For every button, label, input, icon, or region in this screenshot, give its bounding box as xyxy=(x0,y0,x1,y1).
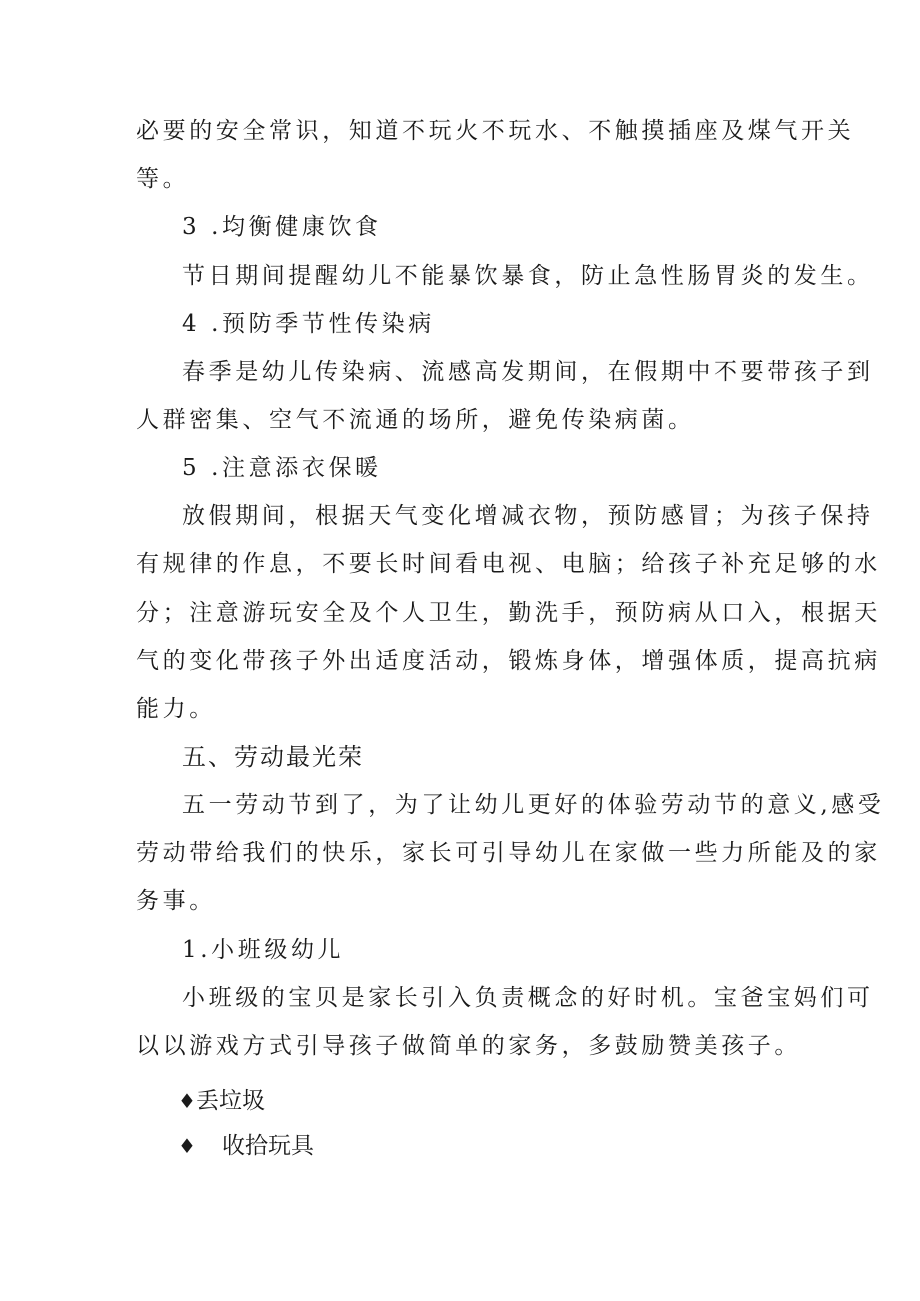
paragraph-line: 有规律的作息，不要长时间看电视、电脑；给孩子补充足够的水 xyxy=(136,551,881,577)
paragraph-line: 必要的安全常识，知道不玩火不玩水、不触摸插座及煤气开关 xyxy=(136,118,855,144)
paragraph-line: 劳动带给我们的快乐，家长可引导幼儿在家做一些力所能及的家 xyxy=(136,840,881,866)
paragraph-line: 等。 xyxy=(136,166,190,192)
paragraph-line: 分；注意游玩安全及个人卫生，勤洗手，预防病从口入，根据天 xyxy=(136,600,881,626)
list-item xyxy=(178,1086,265,1116)
paragraph-line: 以以游戏方式引导孩子做简单的家务，多鼓励赞美孩子。 xyxy=(136,1033,801,1059)
paragraph-line: 人群密集、空气不流通的场所，避免传染病菌。 xyxy=(136,407,695,433)
paragraph-line: 能力。 xyxy=(136,696,216,722)
paragraph-line: 放假期间，根据天气变化增减衣物，预防感冒；为孩子保持 xyxy=(182,503,874,529)
subheading-4: 4 .预防季节性传染病 xyxy=(182,311,435,337)
subheading-5: 5 .注意添衣保暖 xyxy=(182,455,382,481)
subheading-1: 1.小班级幼儿 xyxy=(182,937,345,963)
section-heading: 五、劳动最光荣 xyxy=(182,743,364,771)
list-item xyxy=(178,1131,314,1161)
paragraph-line: 五一劳动节到了，为了让幼儿更好的体验劳动节的意义,感受 xyxy=(182,792,885,818)
paragraph-line: 小班级的宝贝是家长引入负责概念的好时机。宝爸宝妈们可 xyxy=(182,985,874,1011)
paragraph-line: 气的变化带孩子外出适度活动，锻炼身体，增强体质，提高抗病 xyxy=(136,648,881,674)
paragraph-line: 春季是幼儿传染病、流感高发期间，在假期中不要带孩子到 xyxy=(182,359,874,385)
paragraph-line: 务事。 xyxy=(136,888,216,914)
subheading-3: 3 .均衡健康饮食 xyxy=(182,214,382,240)
list-item-text: 收拾玩具 xyxy=(221,1133,314,1159)
diamond-bullet-icon: ♦ xyxy=(178,1089,196,1113)
diamond-bullet-icon: ♦ xyxy=(178,1134,196,1158)
paragraph-line: 节日期间提醒幼儿不能暴饮暴食，防止急性肠胃炎的发生。 xyxy=(182,263,874,289)
list-item-text: 丢垃圾 xyxy=(195,1088,265,1114)
